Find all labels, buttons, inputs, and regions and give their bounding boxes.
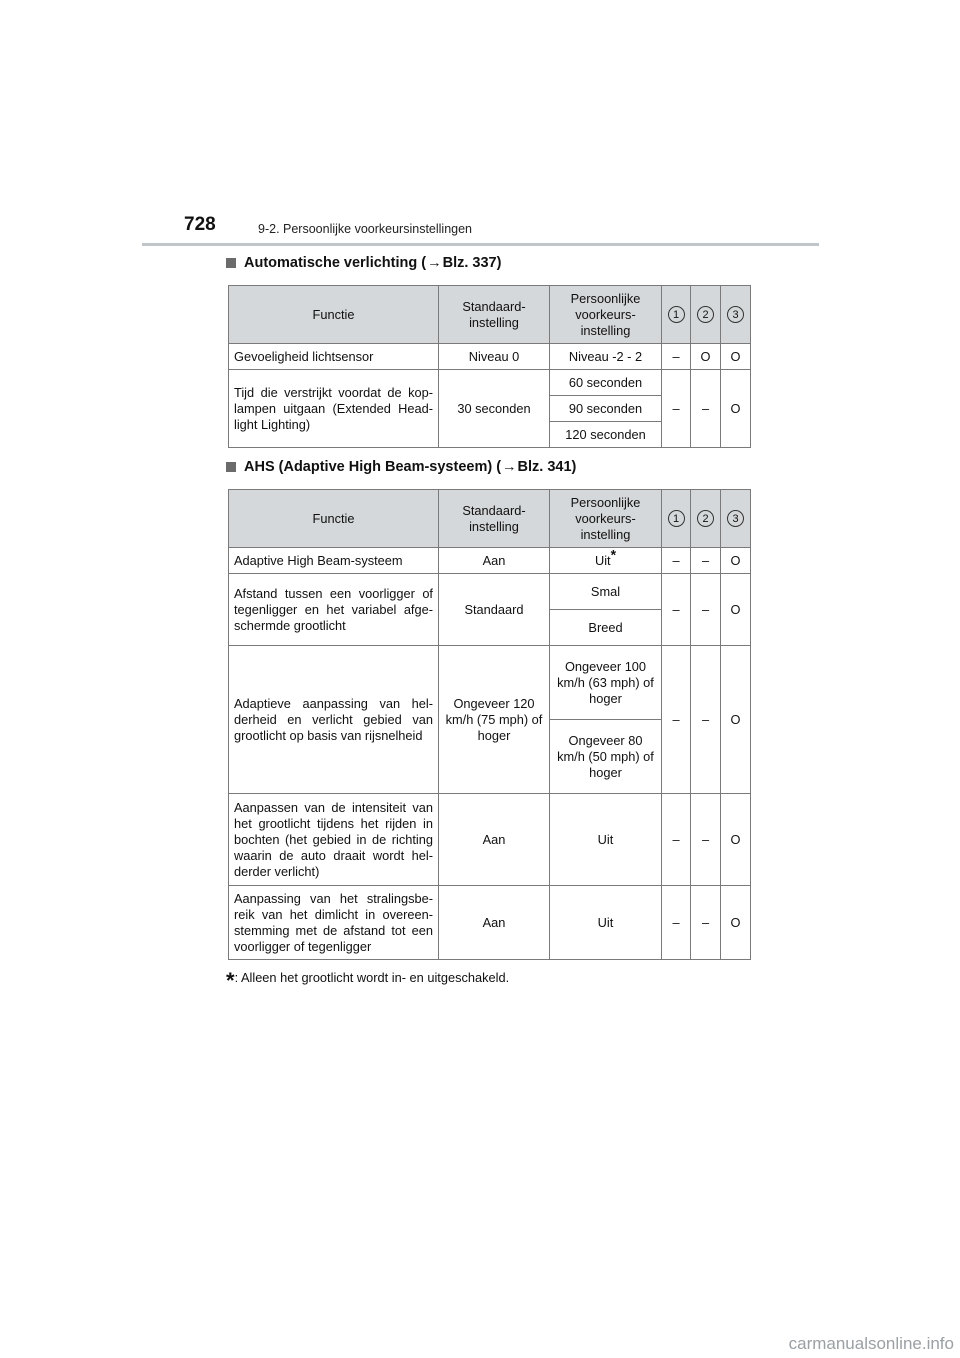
circled-number-1-icon: 1 bbox=[668, 306, 685, 323]
page-reference-link[interactable]: Blz. 341) bbox=[517, 459, 577, 475]
method-1-cell: – bbox=[662, 370, 691, 448]
method-1-cell: – bbox=[662, 344, 691, 370]
function-cell: Adaptieve aanpassing van hel-derheid en verlicht gebied van grootlicht op basis van rijsnelheid bbox=[229, 646, 439, 794]
section-title: Automatische verlichting ( bbox=[244, 255, 427, 271]
footnote-text: : Alleen het grootlicht wordt in- en uitgeschakeld. bbox=[234, 970, 510, 985]
watermark: carmanualsonline.info bbox=[788, 1334, 954, 1353]
personal-option-cell: Ongeveer 80 km/h (50 mph) of hoger bbox=[550, 720, 662, 794]
column-header-personal: Persoonlijke voorkeurs-instelling bbox=[550, 490, 662, 548]
method-3-cell: O bbox=[721, 794, 751, 886]
ahs-table bbox=[228, 489, 751, 960]
page-reference-link[interactable]: Blz. 337) bbox=[442, 255, 502, 271]
method-2-cell: O bbox=[691, 344, 721, 370]
table-header-row bbox=[229, 490, 751, 548]
method-3-cell: O bbox=[721, 886, 751, 960]
header-divider bbox=[142, 243, 819, 246]
personal-option-cell: Ongeveer 100 km/h (63 mph) of hoger bbox=[550, 646, 662, 720]
column-header-2 bbox=[691, 286, 721, 344]
method-3-cell: O bbox=[721, 574, 751, 646]
asterisk-marker: * bbox=[610, 546, 617, 563]
method-1-cell: – bbox=[662, 886, 691, 960]
arrow-right-icon: → bbox=[502, 459, 517, 475]
method-2-cell: – bbox=[691, 794, 721, 886]
page-number: 728 bbox=[184, 214, 216, 235]
function-cell: Adaptive High Beam-systeem bbox=[229, 548, 439, 574]
table-row bbox=[229, 794, 751, 886]
method-1-cell: – bbox=[662, 646, 691, 794]
method-3-cell: O bbox=[721, 344, 751, 370]
default-cell: Standaard bbox=[439, 574, 550, 646]
circled-number-2-icon: 2 bbox=[697, 306, 714, 323]
method-3-cell: O bbox=[721, 548, 751, 574]
column-header-personal: Persoonlijke voorkeurs-instelling bbox=[550, 286, 662, 344]
circled-number-1-icon: 1 bbox=[668, 510, 685, 527]
square-bullet-icon bbox=[226, 258, 236, 268]
method-3-cell: O bbox=[721, 646, 751, 794]
method-2-cell: – bbox=[691, 886, 721, 960]
method-1-cell: – bbox=[662, 794, 691, 886]
column-header-3 bbox=[721, 286, 751, 344]
table-row bbox=[229, 548, 751, 574]
column-header-default: Standaard-instelling bbox=[439, 490, 550, 548]
column-header-1 bbox=[662, 490, 691, 548]
section-heading-ahs bbox=[226, 459, 576, 475]
function-cell: Afstand tussen een voorligger of tegenligger en het variabel afge-schermde grootlicht bbox=[229, 574, 439, 646]
personal-option-cell: 120 seconden bbox=[550, 422, 662, 448]
function-cell: Gevoeligheid lichtsensor bbox=[229, 344, 439, 370]
table-row bbox=[229, 344, 751, 370]
personal-cell: Uit bbox=[550, 886, 662, 960]
column-header-1 bbox=[662, 286, 691, 344]
default-cell: Aan bbox=[439, 548, 550, 574]
method-3-cell: O bbox=[721, 370, 751, 448]
personal-option-cell: 60 seconden bbox=[550, 370, 662, 396]
table-row bbox=[229, 370, 751, 396]
arrow-right-icon: → bbox=[427, 255, 442, 271]
personal-option-cell: Smal bbox=[550, 574, 662, 610]
circled-number-3-icon: 3 bbox=[727, 306, 744, 323]
circled-number-3-icon: 3 bbox=[727, 510, 744, 527]
personal-cell: Niveau -2 - 2 bbox=[550, 344, 662, 370]
table-header-row bbox=[229, 286, 751, 344]
personal-option-cell: Breed bbox=[550, 610, 662, 646]
table-row bbox=[229, 886, 751, 960]
circled-number-2-icon: 2 bbox=[697, 510, 714, 527]
column-header-function: Functie bbox=[229, 286, 439, 344]
column-header-2 bbox=[691, 490, 721, 548]
default-cell: Aan bbox=[439, 886, 550, 960]
default-cell: Aan bbox=[439, 794, 550, 886]
method-2-cell: – bbox=[691, 548, 721, 574]
personal-cell: Uit bbox=[550, 794, 662, 886]
table-row bbox=[229, 574, 751, 610]
personal-cell bbox=[550, 548, 662, 574]
column-header-default: Standaard-instelling bbox=[439, 286, 550, 344]
function-cell: Aanpassing van het stralingsbe-reik van het dimlicht in overeen-stemming met de afstand tot een voorligger of tegenligger bbox=[229, 886, 439, 960]
method-2-cell: – bbox=[691, 574, 721, 646]
chapter-title: 9-2. Persoonlijke voorkeursinstellingen bbox=[258, 222, 473, 236]
method-2-cell: – bbox=[691, 646, 721, 794]
default-cell: 30 seconden bbox=[439, 370, 550, 448]
personal-value: Uit bbox=[594, 552, 611, 568]
section-heading-automatic-lighting bbox=[226, 255, 501, 271]
function-cell: Tijd die verstrijkt voordat de kop-lampen uitgaan (Extended Head-light Lighting) bbox=[229, 370, 439, 448]
method-1-cell: – bbox=[662, 548, 691, 574]
table-row bbox=[229, 646, 751, 720]
footnote-asterisk: * bbox=[226, 968, 235, 993]
column-header-3 bbox=[721, 490, 751, 548]
square-bullet-icon bbox=[226, 462, 236, 472]
section-title: AHS (Adaptive High Beam-systeem) ( bbox=[244, 459, 502, 475]
personal-option-cell: 90 seconden bbox=[550, 396, 662, 422]
default-cell: Ongeveer 120 km/h (75 mph) of hoger bbox=[439, 646, 550, 794]
method-2-cell: – bbox=[691, 370, 721, 448]
automatic-lighting-table bbox=[228, 285, 751, 448]
footnote bbox=[226, 968, 509, 994]
function-cell: Aanpassen van de intensiteit van het grootlicht tijdens het rijden in bochten (het gebied in de richting waarin de auto draait wordt hel-derder verlicht) bbox=[229, 794, 439, 886]
column-header-function: Functie bbox=[229, 490, 439, 548]
method-1-cell: – bbox=[662, 574, 691, 646]
default-cell: Niveau 0 bbox=[439, 344, 550, 370]
